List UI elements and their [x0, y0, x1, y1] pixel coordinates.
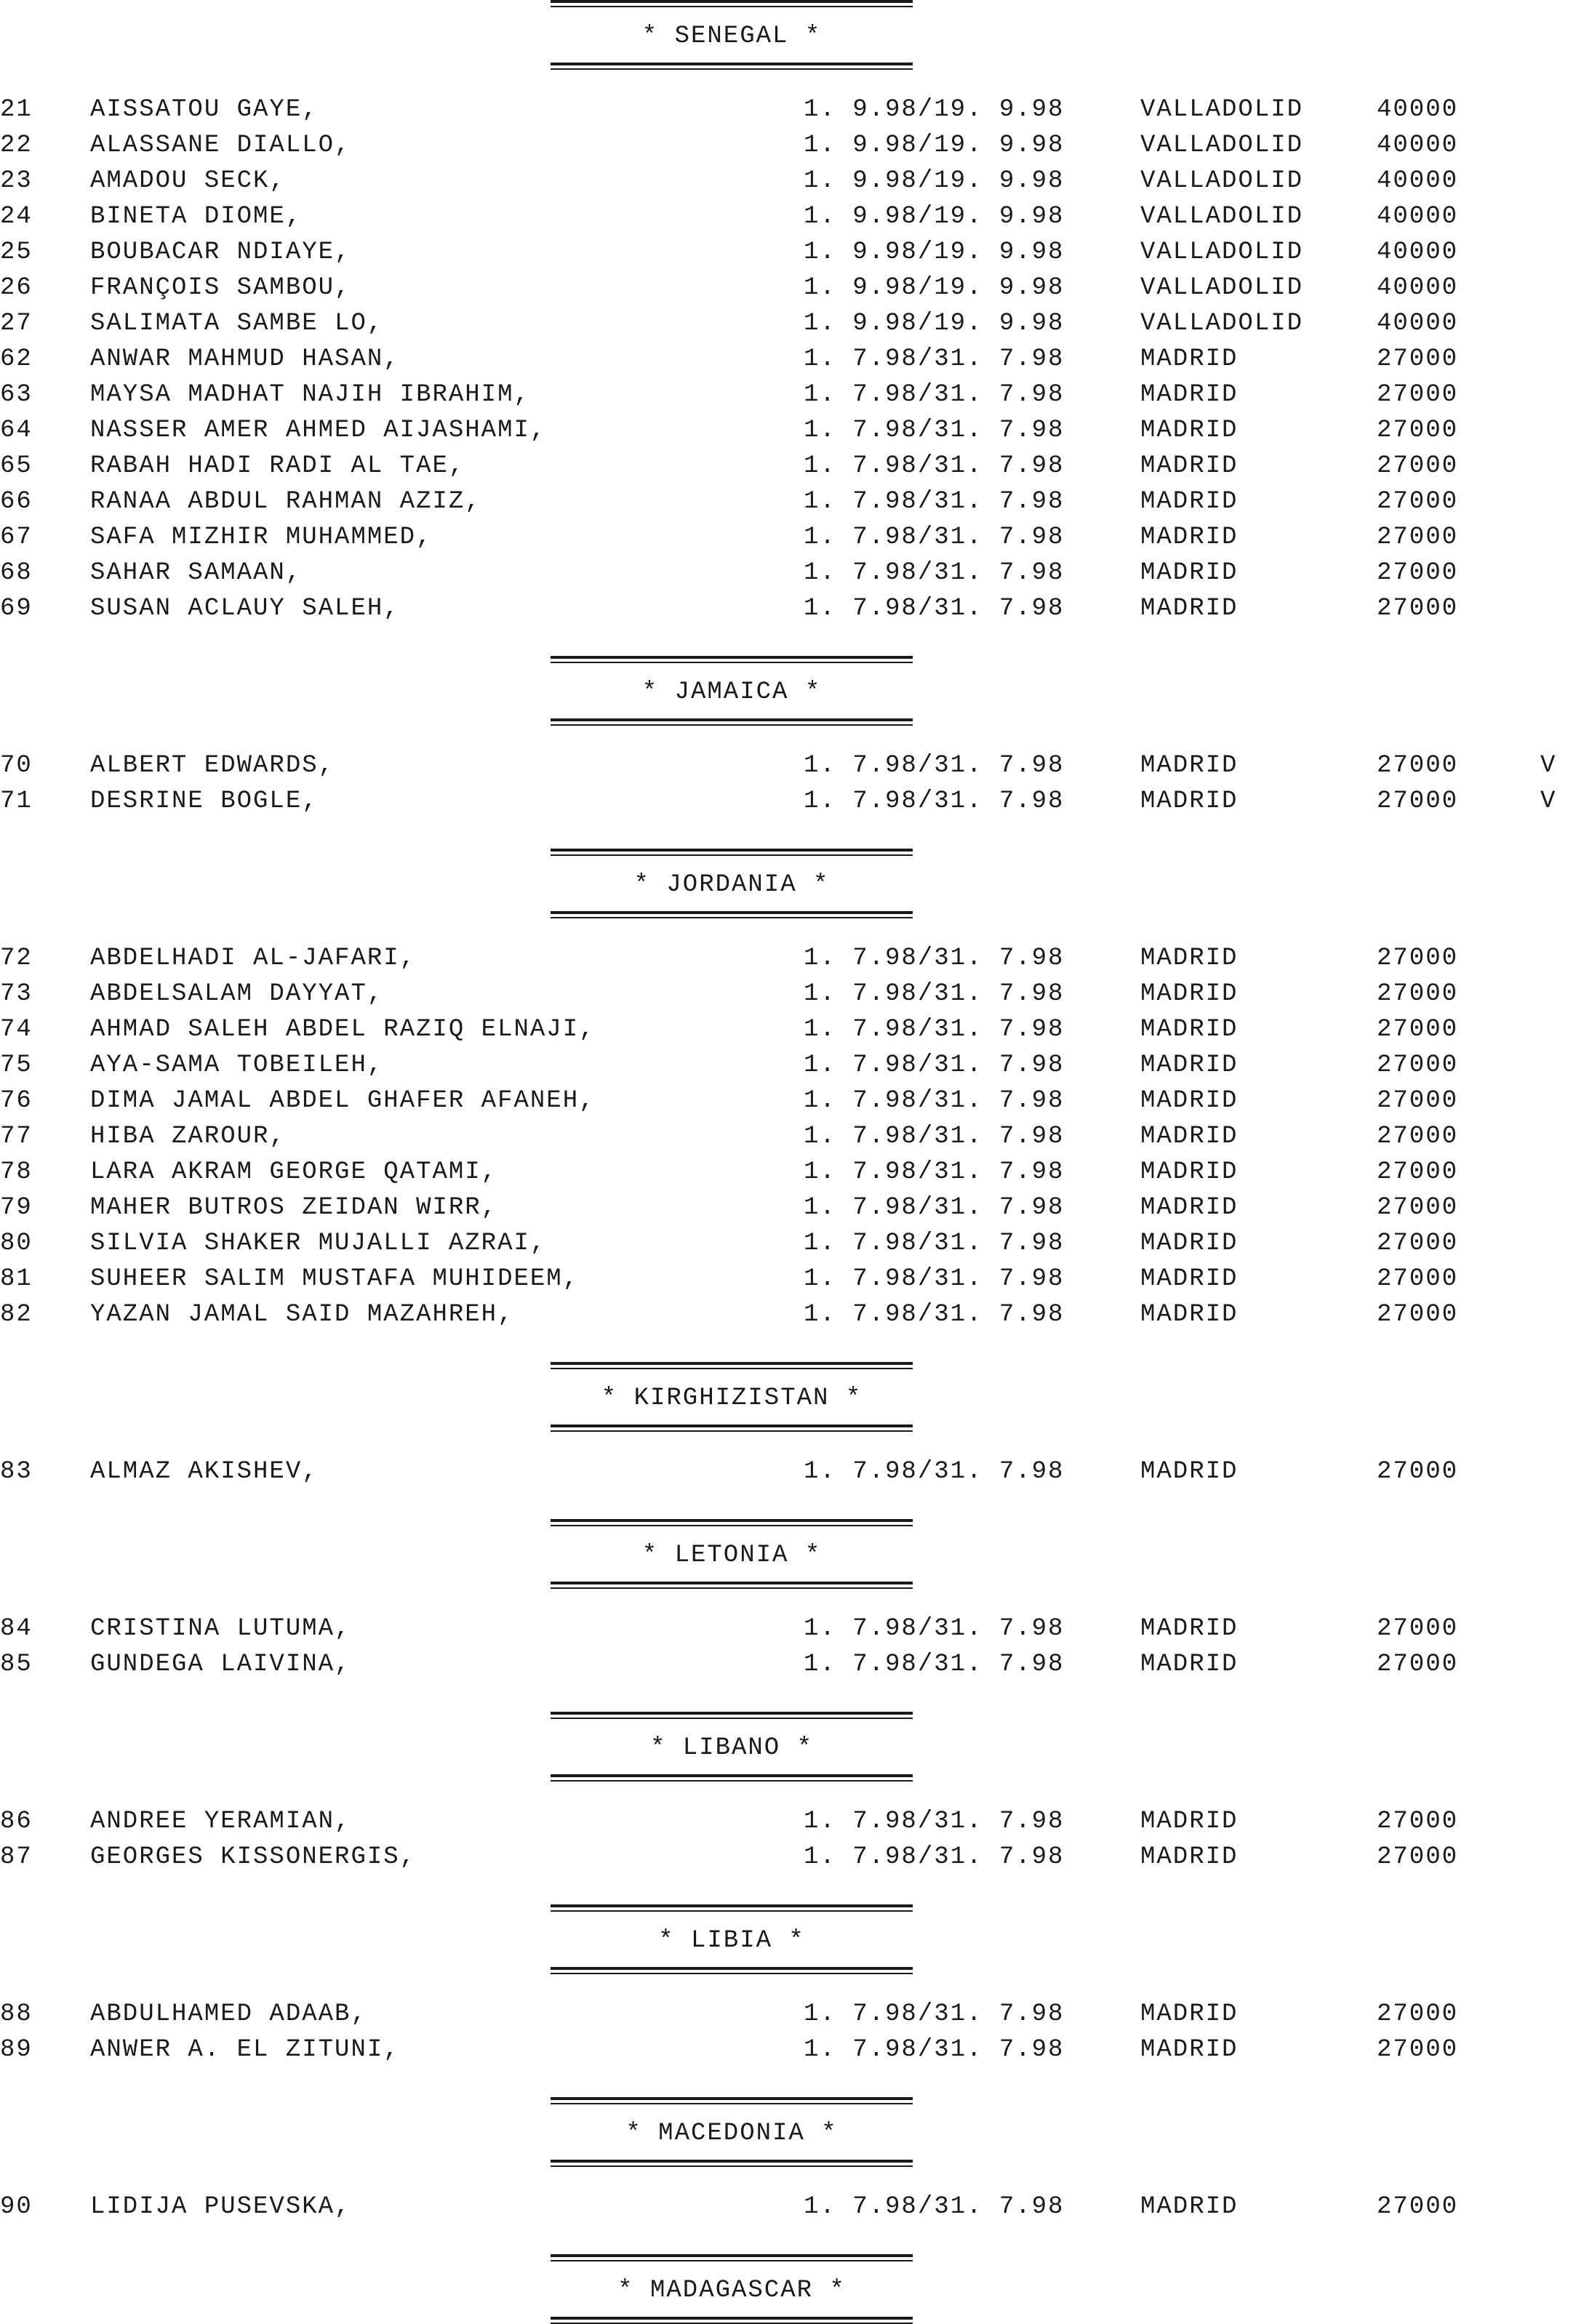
date-range: 1. 7.98/31. 7.98: [804, 980, 1065, 1008]
table-row: [0, 1230, 1576, 1262]
amount: 27000: [1377, 752, 1459, 780]
person-name: ANWER A. EL ZITUNI,: [90, 2036, 400, 2064]
table-row: [0, 945, 1576, 977]
amount: 27000: [1377, 980, 1459, 1008]
amount: 40000: [1377, 167, 1459, 195]
person-name: ALBERT EDWARDS,: [90, 752, 335, 780]
table-row: [0, 1808, 1576, 1840]
amount: 27000: [1377, 1194, 1459, 1222]
row-number: 66: [0, 488, 33, 516]
amount: 27000: [1377, 945, 1459, 972]
date-range: 1. 7.98/31. 7.98: [804, 1230, 1065, 1257]
table-row: [0, 345, 1576, 377]
table-row: [0, 2036, 1576, 2068]
amount: 40000: [1377, 203, 1459, 231]
table-row: [0, 1158, 1576, 1190]
date-range: 1. 9.98/19. 9.98: [804, 96, 1065, 124]
person-name: FRANÇOIS SAMBOU,: [90, 274, 351, 302]
location: VALLADOLID: [1140, 132, 1304, 159]
amount: 27000: [1377, 1808, 1459, 1835]
date-range: 1. 7.98/31. 7.98: [804, 2036, 1065, 2064]
location: VALLADOLID: [1140, 96, 1304, 124]
person-name: LIDIJA PUSEVSKA,: [90, 2193, 351, 2221]
location: MADRID: [1140, 945, 1239, 972]
row-number: 63: [0, 381, 33, 409]
table-row: [0, 1016, 1576, 1048]
date-range: 1. 7.98/31. 7.98: [804, 1051, 1065, 1079]
person-name: MAHER BUTROS ZEIDAN WIRR,: [90, 1194, 498, 1222]
row-number: 25: [0, 239, 33, 266]
person-name: AISSATOU GAYE,: [90, 96, 319, 124]
date-range: 1. 7.98/31. 7.98: [804, 381, 1065, 409]
table-row: [0, 1265, 1576, 1297]
country-header-text: * MACEDONIA *: [625, 2120, 838, 2147]
row-number: 71: [0, 788, 33, 815]
row-number: 22: [0, 132, 33, 159]
row-number: 73: [0, 980, 33, 1008]
table-row: [0, 788, 1576, 820]
amount: 27000: [1377, 1123, 1459, 1150]
person-name: RANAA ABDUL RAHMAN AZIZ,: [90, 488, 481, 516]
date-range: 1. 7.98/31. 7.98: [804, 1016, 1065, 1043]
row-number: 87: [0, 1843, 33, 1871]
location: MADRID: [1140, 1194, 1239, 1222]
row-number: 75: [0, 1051, 33, 1079]
location: MADRID: [1140, 1301, 1239, 1329]
person-name: SUHEER SALIM MUSTAFA MUHIDEEM,: [90, 1265, 580, 1293]
person-name: GEORGES KISSONERGIS,: [90, 1843, 417, 1871]
country-header-text: * JAMAICA *: [641, 678, 822, 706]
amount: 27000: [1377, 1843, 1459, 1871]
table-row: [0, 239, 1576, 271]
amount: 27000: [1377, 595, 1459, 622]
table-row: [0, 310, 1576, 342]
row-number: 78: [0, 1158, 33, 1186]
table-row: [0, 1051, 1576, 1083]
location: VALLADOLID: [1140, 239, 1304, 266]
table-row: [0, 132, 1576, 164]
table-row: [0, 1615, 1576, 1647]
amount: 27000: [1377, 1087, 1459, 1115]
person-name: DESRINE BOGLE,: [90, 788, 319, 815]
amount: 40000: [1377, 239, 1459, 266]
table-row: [0, 980, 1576, 1012]
location: MADRID: [1140, 345, 1239, 373]
location: MADRID: [1140, 1265, 1239, 1293]
row-number: 23: [0, 167, 33, 195]
row-number: 84: [0, 1615, 33, 1643]
row-number: 27: [0, 310, 33, 337]
amount: 27000: [1377, 524, 1459, 551]
person-name: LARA AKRAM GEORGE QATAMI,: [90, 1158, 498, 1186]
date-range: 1. 7.98/31. 7.98: [804, 524, 1065, 551]
row-number: 62: [0, 345, 33, 373]
table-row: [0, 595, 1576, 627]
amount: 27000: [1377, 2000, 1459, 2028]
person-name: CRISTINA LUTUMA,: [90, 1615, 351, 1643]
location: MADRID: [1140, 381, 1239, 409]
table-row: [0, 96, 1576, 128]
location: MADRID: [1140, 1051, 1239, 1079]
row-number: 65: [0, 452, 33, 480]
amount: 27000: [1377, 1016, 1459, 1043]
amount: 27000: [1377, 1051, 1459, 1079]
location: MADRID: [1140, 2193, 1239, 2221]
row-number: 79: [0, 1194, 33, 1222]
table-row: [0, 752, 1576, 784]
table-row: [0, 167, 1576, 199]
row-number: 69: [0, 595, 33, 622]
country-header-text: * KIRGHIZISTAN *: [601, 1385, 863, 1412]
date-range: 1. 7.98/31. 7.98: [804, 1265, 1065, 1293]
country-header-text: * LIBIA *: [658, 1927, 805, 1955]
location: MADRID: [1140, 524, 1239, 551]
person-name: ANWAR MAHMUD HASAN,: [90, 345, 400, 373]
table-row: [0, 2193, 1576, 2225]
country-header-text: * JORDANIA *: [633, 871, 830, 899]
table-row: [0, 488, 1576, 520]
person-name: ANDREE YERAMIAN,: [90, 1808, 351, 1835]
person-name: AYA-SAMA TOBEILEH,: [90, 1051, 384, 1079]
amount: 27000: [1377, 417, 1459, 444]
date-range: 1. 7.98/31. 7.98: [804, 2000, 1065, 2028]
amount: 27000: [1377, 452, 1459, 480]
table-row: [0, 1087, 1576, 1119]
date-range: 1. 7.98/31. 7.98: [804, 1194, 1065, 1222]
country-header-text: * LIBANO *: [649, 1734, 814, 1762]
amount: 27000: [1377, 1651, 1459, 1678]
row-number: 26: [0, 274, 33, 302]
location: MADRID: [1140, 452, 1239, 480]
person-name: SALIMATA SAMBE LO,: [90, 310, 384, 337]
amount: 27000: [1377, 1458, 1459, 1486]
amount: 27000: [1377, 788, 1459, 815]
date-range: 1. 7.98/31. 7.98: [804, 1301, 1065, 1329]
date-range: 1. 7.98/31. 7.98: [804, 452, 1065, 480]
amount: 27000: [1377, 1158, 1459, 1186]
amount: 40000: [1377, 132, 1459, 159]
person-name: SUSAN ACLAUY SALEH,: [90, 595, 400, 622]
amount: 27000: [1377, 1615, 1459, 1643]
location: MADRID: [1140, 1158, 1239, 1186]
country-header-text: * MADAGASCAR *: [617, 2277, 846, 2304]
person-name: BINETA DIOME,: [90, 203, 303, 231]
location: MADRID: [1140, 1087, 1239, 1115]
person-name: MAYSA MADHAT NAJIH IBRAHIM,: [90, 381, 530, 409]
person-name: SILVIA SHAKER MUJALLI AZRAI,: [90, 1230, 547, 1257]
location: MADRID: [1140, 1615, 1239, 1643]
date-range: 1. 7.98/31. 7.98: [804, 345, 1065, 373]
row-number: 80: [0, 1230, 33, 1257]
date-range: 1. 7.98/31. 7.98: [804, 1458, 1065, 1486]
location: MADRID: [1140, 2036, 1239, 2064]
amount: 27000: [1377, 2193, 1459, 2221]
amount: 27000: [1377, 488, 1459, 516]
location: MADRID: [1140, 2000, 1239, 2028]
row-number: 70: [0, 752, 33, 780]
row-number: 88: [0, 2000, 33, 2028]
row-number: 85: [0, 1651, 33, 1678]
row-number: 90: [0, 2193, 33, 2221]
person-name: SAHAR SAMAAN,: [90, 559, 303, 587]
row-number: 76: [0, 1087, 33, 1115]
date-range: 1. 7.98/31. 7.98: [804, 1808, 1065, 1835]
country-header-text: * LETONIA *: [641, 1542, 822, 1569]
date-range: 1. 7.98/31. 7.98: [804, 1651, 1065, 1678]
date-range: 1. 7.98/31. 7.98: [804, 1843, 1065, 1871]
person-name: ABDELHADI AL-JAFARI,: [90, 945, 417, 972]
date-range: 1. 7.98/31. 7.98: [804, 752, 1065, 780]
date-range: 1. 7.98/31. 7.98: [804, 417, 1065, 444]
row-number: 81: [0, 1265, 33, 1293]
row-number: 72: [0, 945, 33, 972]
date-range: 1. 9.98/19. 9.98: [804, 203, 1065, 231]
location: VALLADOLID: [1140, 274, 1304, 302]
row-number: 68: [0, 559, 33, 587]
amount: 27000: [1377, 559, 1459, 587]
location: MADRID: [1140, 417, 1239, 444]
location: MADRID: [1140, 488, 1239, 516]
amount: 40000: [1377, 274, 1459, 302]
date-range: 1. 9.98/19. 9.98: [804, 167, 1065, 195]
table-row: [0, 1458, 1576, 1490]
table-row: [0, 417, 1576, 449]
person-name: ALASSANE DIALLO,: [90, 132, 351, 159]
date-range: 1. 7.98/31. 7.98: [804, 1087, 1065, 1115]
country-header-text: * SENEGAL *: [641, 23, 822, 50]
location: MADRID: [1140, 1123, 1239, 1150]
row-number: 83: [0, 1458, 33, 1486]
date-range: 1. 7.98/31. 7.98: [804, 1123, 1065, 1150]
row-number: 74: [0, 1016, 33, 1043]
person-name: DIMA JAMAL ABDEL GHAFER AFANEH,: [90, 1087, 596, 1115]
date-range: 1. 9.98/19. 9.98: [804, 310, 1065, 337]
person-name: SAFA MIZHIR MUHAMMED,: [90, 524, 433, 551]
date-range: 1. 7.98/31. 7.98: [804, 2193, 1065, 2221]
table-row: [0, 1651, 1576, 1683]
amount: 27000: [1377, 1301, 1459, 1329]
row-number: 86: [0, 1808, 33, 1835]
location: MADRID: [1140, 1458, 1239, 1486]
table-row: [0, 559, 1576, 591]
table-row: [0, 274, 1576, 306]
location: MADRID: [1140, 1651, 1239, 1678]
amount: 27000: [1377, 381, 1459, 409]
location: MADRID: [1140, 1016, 1239, 1043]
location: MADRID: [1140, 752, 1239, 780]
person-name: NASSER AMER AHMED AIJASHAMI,: [90, 417, 547, 444]
date-range: 1. 7.98/31. 7.98: [804, 788, 1065, 815]
person-name: ABDULHAMED ADAAB,: [90, 2000, 367, 2028]
table-row: [0, 1123, 1576, 1155]
date-range: 1. 9.98/19. 9.98: [804, 274, 1065, 302]
location: VALLADOLID: [1140, 203, 1304, 231]
location: MADRID: [1140, 1808, 1239, 1835]
flag-mark: V: [1540, 788, 1557, 815]
amount: 27000: [1377, 1265, 1459, 1293]
row-number: 82: [0, 1301, 33, 1329]
person-name: AMADOU SECK,: [90, 167, 286, 195]
table-row: [0, 381, 1576, 413]
location: MADRID: [1140, 559, 1239, 587]
table-row: [0, 524, 1576, 556]
row-number: 77: [0, 1123, 33, 1150]
table-row: [0, 1843, 1576, 1875]
amount: 27000: [1377, 2036, 1459, 2064]
date-range: 1. 7.98/31. 7.98: [804, 1158, 1065, 1186]
amount: 40000: [1377, 96, 1459, 124]
person-name: YAZAN JAMAL SAID MAZAHREH,: [90, 1301, 514, 1329]
date-range: 1. 9.98/19. 9.98: [804, 132, 1065, 159]
table-row: [0, 1301, 1576, 1333]
person-name: ALMAZ AKISHEV,: [90, 1458, 319, 1486]
date-range: 1. 7.98/31. 7.98: [804, 1615, 1065, 1643]
location: MADRID: [1140, 788, 1239, 815]
row-number: 24: [0, 203, 33, 231]
row-number: 67: [0, 524, 33, 551]
location: MADRID: [1140, 595, 1239, 622]
flag-mark: V: [1540, 752, 1557, 780]
date-range: 1. 7.98/31. 7.98: [804, 595, 1065, 622]
amount: 27000: [1377, 345, 1459, 373]
location: VALLADOLID: [1140, 167, 1304, 195]
date-range: 1. 7.98/31. 7.98: [804, 488, 1065, 516]
row-number: 21: [0, 96, 33, 124]
date-range: 1. 7.98/31. 7.98: [804, 945, 1065, 972]
date-range: 1. 9.98/19. 9.98: [804, 239, 1065, 266]
date-range: 1. 7.98/31. 7.98: [804, 559, 1065, 587]
person-name: HIBA ZAROUR,: [90, 1123, 286, 1150]
location: VALLADOLID: [1140, 310, 1304, 337]
location: MADRID: [1140, 1843, 1239, 1871]
amount: 40000: [1377, 310, 1459, 337]
person-name: ABDELSALAM DAYYAT,: [90, 980, 384, 1008]
location: MADRID: [1140, 980, 1239, 1008]
table-row: [0, 2000, 1576, 2032]
table-row: [0, 1194, 1576, 1226]
person-name: GUNDEGA LAIVINA,: [90, 1651, 351, 1678]
person-name: RABAH HADI RADI AL TAE,: [90, 452, 465, 480]
table-row: [0, 203, 1576, 235]
location: MADRID: [1140, 1230, 1239, 1257]
amount: 27000: [1377, 1230, 1459, 1257]
table-row: [0, 452, 1576, 484]
row-number: 64: [0, 417, 33, 444]
row-number: 89: [0, 2036, 33, 2064]
person-name: BOUBACAR NDIAYE,: [90, 239, 351, 266]
person-name: AHMAD SALEH ABDEL RAZIQ ELNAJI,: [90, 1016, 596, 1043]
